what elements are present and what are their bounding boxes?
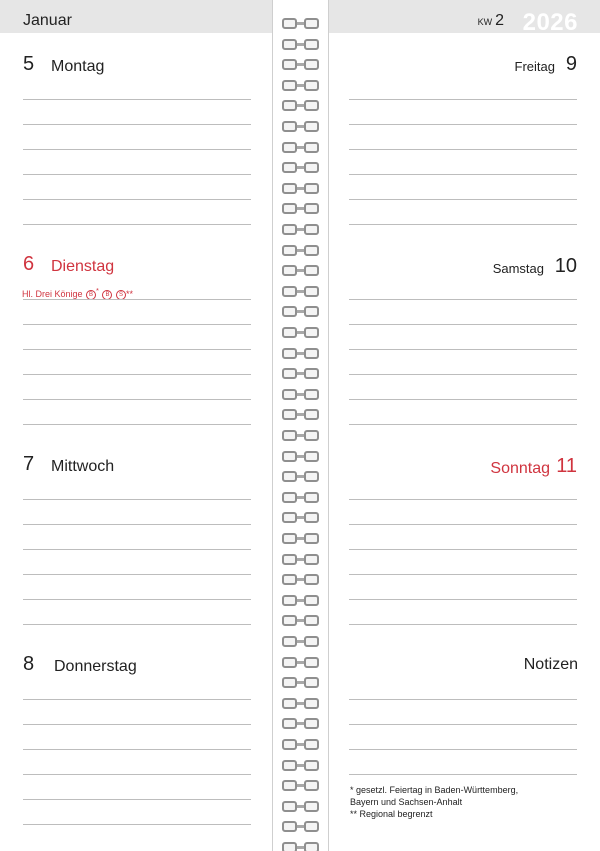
writing-line — [23, 774, 251, 775]
ring-loop — [304, 327, 319, 338]
spiral-ring — [282, 677, 319, 688]
ring-loop — [304, 100, 319, 111]
ring-loop — [304, 409, 319, 420]
holiday-note: Hl. Drei Könige B * B S ** — [22, 286, 134, 299]
writing-line — [349, 549, 577, 550]
ring-loop — [282, 142, 297, 153]
day-name: Mittwoch — [51, 458, 115, 475]
ring-loop — [304, 389, 319, 400]
ring-loop — [282, 18, 297, 29]
ring-loop — [282, 39, 297, 50]
ring-loop — [304, 224, 319, 235]
spiral-ring — [282, 409, 319, 420]
ring-loop — [304, 842, 319, 851]
ring-loop — [304, 574, 319, 585]
spiral-ring — [282, 39, 319, 50]
ring-loop — [304, 512, 319, 523]
spiral-ring — [282, 718, 319, 729]
writing-line — [23, 824, 251, 825]
day-name: Montag — [51, 58, 105, 75]
spiral-ring — [282, 265, 319, 276]
spiral-ring — [282, 183, 319, 194]
ring-loop — [282, 162, 297, 173]
writing-line — [23, 524, 251, 525]
spiral-ring — [282, 842, 319, 851]
writing-line — [23, 749, 251, 750]
ring-loop — [282, 409, 297, 420]
day-number: 11 — [556, 455, 577, 477]
ring-loop — [304, 801, 319, 812]
writing-line — [349, 774, 577, 775]
ring-loop — [282, 286, 297, 297]
footnote-line: * gesetzl. Feiertag in Baden-Württemberg, — [350, 785, 519, 795]
ring-loop — [282, 821, 297, 832]
header-band-right — [329, 0, 600, 36]
writing-line — [23, 574, 251, 575]
calendar-week — [478, 12, 504, 30]
spiral-ring — [282, 306, 319, 317]
ring-loop — [282, 657, 297, 668]
ring-loop — [282, 80, 297, 91]
writing-line — [23, 699, 251, 700]
ring-loop — [282, 471, 297, 482]
writing-line — [349, 499, 577, 500]
ring-loop — [304, 739, 319, 750]
ring-loop — [304, 286, 319, 297]
writing-line — [349, 724, 577, 725]
ring-loop — [304, 203, 319, 214]
ring-loop — [304, 760, 319, 771]
writing-line — [349, 299, 577, 300]
day-name: Freitag — [514, 59, 555, 74]
state-bw-icon: B — [86, 290, 96, 300]
ring-loop — [304, 368, 319, 379]
spiral-ring — [282, 389, 319, 400]
ring-loop — [304, 451, 319, 462]
day-number: 8 — [23, 653, 35, 675]
writing-line — [349, 624, 577, 625]
ring-loop — [282, 636, 297, 647]
spiral-ring — [282, 59, 319, 70]
ring-loop — [282, 389, 297, 400]
footnote-line: Bayern und Sachsen-Anhalt — [350, 797, 463, 807]
spiral-ring — [282, 18, 319, 29]
day-number: 6 — [23, 253, 35, 275]
spiral-ring — [282, 533, 319, 544]
ring-loop — [304, 677, 319, 688]
spiral-ring — [282, 801, 319, 812]
writing-line — [349, 224, 577, 225]
writing-line — [23, 174, 251, 175]
ring-loop — [282, 451, 297, 462]
spiral-ring — [282, 698, 319, 709]
ring-loop — [304, 698, 319, 709]
writing-line — [23, 724, 251, 725]
day-number: 10 — [554, 255, 577, 277]
ring-loop — [304, 657, 319, 668]
spiral-ring — [282, 203, 319, 214]
writing-line — [23, 399, 251, 400]
ring-loop — [304, 471, 319, 482]
ring-loop — [304, 142, 319, 153]
writing-line — [23, 799, 251, 800]
ring-loop — [282, 306, 297, 317]
writing-line — [349, 99, 577, 100]
writing-line — [349, 324, 577, 325]
writing-line — [349, 749, 577, 750]
spiral-ring — [282, 121, 319, 132]
day-name: Sonntag — [490, 460, 550, 477]
day-number: 5 — [23, 53, 35, 75]
spiral-ring — [282, 142, 319, 153]
spiral-ring — [282, 492, 319, 503]
holiday-name: Hl. Drei Könige — [22, 289, 83, 299]
spiral-ring — [282, 471, 319, 482]
spiral-ring — [282, 286, 319, 297]
ring-loop — [282, 203, 297, 214]
writing-line — [349, 524, 577, 525]
year-label: 2026 — [522, 9, 578, 36]
ring-loop — [282, 677, 297, 688]
spiral-binding — [273, 0, 328, 851]
ring-loop — [304, 306, 319, 317]
spiral-ring — [282, 512, 319, 523]
spiral-ring — [282, 636, 319, 647]
writing-line — [23, 149, 251, 150]
writing-line — [349, 399, 577, 400]
ring-loop — [304, 718, 319, 729]
writing-line — [349, 349, 577, 350]
footnote — [350, 784, 580, 820]
day-number: 9 — [565, 53, 577, 75]
ring-loop — [304, 821, 319, 832]
footnote-line: ** Regional begrenzt — [350, 809, 433, 819]
writing-line — [23, 499, 251, 500]
month-label: Januar — [23, 12, 72, 29]
spiral-ring — [282, 595, 319, 606]
spiral-ring — [282, 245, 319, 256]
ring-loop — [282, 100, 297, 111]
ring-loop — [304, 80, 319, 91]
ring-loop — [282, 760, 297, 771]
spiral-ring — [282, 821, 319, 832]
spiral-ring — [282, 739, 319, 750]
writing-line — [23, 124, 251, 125]
ring-loop — [282, 615, 297, 626]
kw-number: 2 — [495, 12, 504, 29]
day-name: Donnerstag — [54, 658, 137, 675]
ring-loop — [304, 121, 319, 132]
day-name: Dienstag — [51, 258, 115, 275]
spiral-ring — [282, 80, 319, 91]
left-page — [0, 0, 273, 851]
writing-line — [349, 149, 577, 150]
spiral-ring — [282, 451, 319, 462]
notes-heading: Notizen — [523, 656, 578, 673]
writing-line — [349, 124, 577, 125]
ring-loop — [282, 327, 297, 338]
holiday-suffix: ** — [126, 289, 134, 299]
ring-loop — [304, 348, 319, 359]
ring-loop — [282, 492, 297, 503]
ring-loop — [304, 615, 319, 626]
ring-loop — [282, 183, 297, 194]
ring-loop — [282, 224, 297, 235]
ring-loop — [282, 430, 297, 441]
ring-loop — [282, 801, 297, 812]
ring-loop — [282, 348, 297, 359]
writing-line — [349, 199, 577, 200]
day-number: 7 — [23, 453, 35, 475]
ring-loop — [282, 595, 297, 606]
kw-label: KW — [477, 17, 493, 27]
writing-line — [349, 699, 577, 700]
spiral-ring — [282, 554, 319, 565]
writing-line — [23, 299, 251, 300]
right-page — [328, 0, 600, 851]
spiral-ring — [282, 348, 319, 359]
writing-line — [23, 199, 251, 200]
spiral-ring — [282, 368, 319, 379]
ring-loop — [282, 698, 297, 709]
spiral-ring — [282, 327, 319, 338]
writing-line — [349, 599, 577, 600]
ring-loop — [304, 430, 319, 441]
ring-loop — [282, 554, 297, 565]
spiral-ring — [282, 657, 319, 668]
spiral-ring — [282, 574, 319, 585]
ring-loop — [282, 739, 297, 750]
ring-loop — [304, 533, 319, 544]
ring-loop — [304, 492, 319, 503]
writing-line — [349, 574, 577, 575]
writing-line — [349, 374, 577, 375]
writing-line — [23, 349, 251, 350]
writing-line — [23, 599, 251, 600]
ring-loop — [304, 245, 319, 256]
writing-line — [23, 224, 251, 225]
spiral-ring — [282, 430, 319, 441]
writing-line — [23, 424, 251, 425]
ring-loop — [304, 39, 319, 50]
ring-loop — [304, 162, 319, 173]
state-st-icon: S — [116, 290, 126, 300]
writing-line — [23, 99, 251, 100]
ring-loop — [304, 554, 319, 565]
spiral-ring — [282, 760, 319, 771]
writing-line — [23, 374, 251, 375]
ring-loop — [282, 718, 297, 729]
ring-loop — [282, 265, 297, 276]
ring-loop — [282, 245, 297, 256]
ring-loop — [282, 121, 297, 132]
ring-loop — [304, 59, 319, 70]
state-by-icon: B — [102, 290, 112, 300]
ring-loop — [304, 265, 319, 276]
day-name: Samstag — [492, 261, 544, 276]
spiral-ring — [282, 615, 319, 626]
ring-loop — [282, 780, 297, 791]
ring-loop — [282, 59, 297, 70]
ring-loop — [304, 183, 319, 194]
writing-line — [23, 324, 251, 325]
ring-loop — [304, 636, 319, 647]
spiral-ring — [282, 162, 319, 173]
ring-loop — [282, 842, 297, 851]
spiral-ring — [282, 224, 319, 235]
writing-line — [349, 174, 577, 175]
spiral-ring — [282, 780, 319, 791]
ring-loop — [282, 533, 297, 544]
header-band-left — [0, 0, 272, 33]
spiral-ring — [282, 100, 319, 111]
ring-loop — [304, 18, 319, 29]
ring-loop — [304, 595, 319, 606]
ring-loop — [282, 512, 297, 523]
ring-loop — [282, 368, 297, 379]
writing-line — [23, 549, 251, 550]
ring-loop — [282, 574, 297, 585]
ring-loop — [304, 780, 319, 791]
writing-line — [23, 624, 251, 625]
writing-line — [349, 424, 577, 425]
